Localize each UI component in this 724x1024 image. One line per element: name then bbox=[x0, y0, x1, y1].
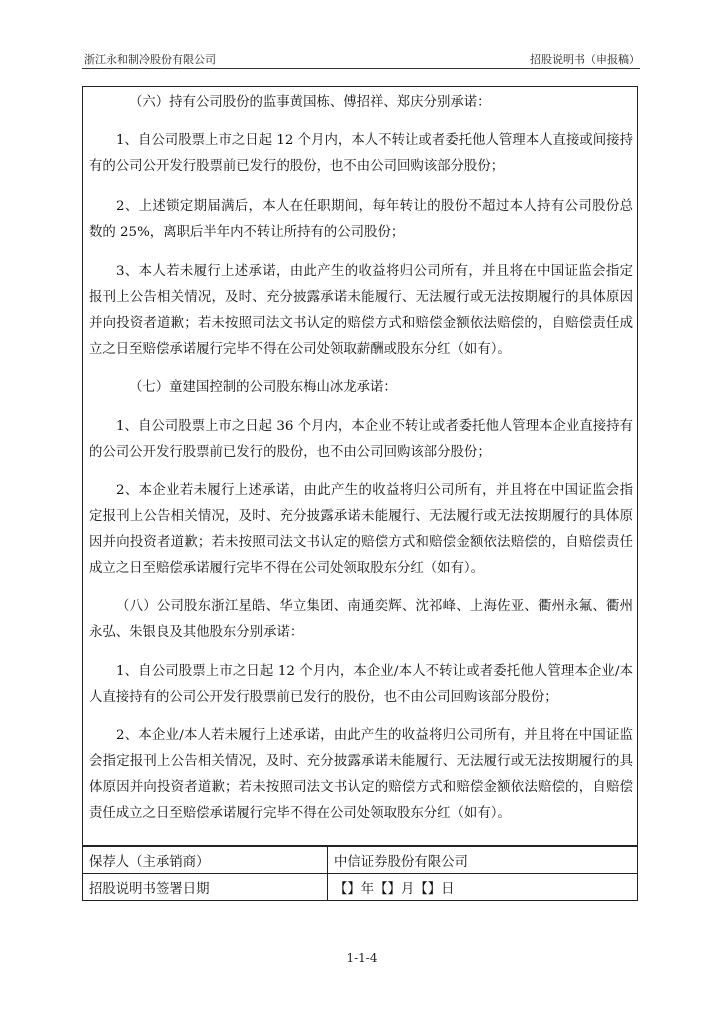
commitment-paragraph: 3、本人若未履行上述承诺，由此产生的收益将归公司所有，并且将在中国证监会指定报刊上公告相关情况，及时、充分披露承诺未能履行、无法履行或无法按期履行的具体原因并向投资者道歉；若未按照司法文书认定的赔偿方式和赔偿金额依法赔偿的，自赔偿责任成立之日至赔偿承诺履行完毕不得在公司处领取薪酬或股东分红（如有）。 bbox=[89, 264, 633, 357]
offering-info-table bbox=[82, 846, 638, 901]
commitment-paragraph: 1、自公司股票上市之日起 12 个月内，本人不转让或者委托他人管理本人直接或间接持有的公司公开发行股票前已发行的股份，也不由公司回购该部分股份； bbox=[89, 133, 633, 174]
table-row bbox=[83, 874, 638, 901]
commitment-paragraph: 2、本企业/本人若未履行上述承诺，由此产生的收益将归公司所有，并且将在中国证监会指定报刊上公告相关情况，及时、充分披露承诺未能履行、无法履行或无法按期履行的具体原因并向投资者道歉；若未按照司法文书认定的赔偿方式和赔偿金额依法赔偿的，自赔偿责任成立之日至赔偿承诺履行完毕不得在公司处领取股东分红（如有）。 bbox=[89, 728, 633, 821]
page-number: 1-1-4 bbox=[346, 951, 378, 965]
header-divider bbox=[82, 68, 640, 69]
signing-date-value: 【】年【】月【】日 bbox=[328, 874, 638, 901]
commitment-paragraph: 2、上述锁定期届满后，本人在任职期间，每年转让的股份不超过本人持有公司股份总数的 25%，离职后半年内不转让所持有的公司股份； bbox=[89, 199, 633, 240]
commitment-paragraph: 1、自公司股票上市之日起 12 个月内，本企业/本人不转让或者委托他人管理本企业/本人直接持有的公司公开发行股票前已发行的股份，也不由公司回购该部分股份； bbox=[89, 664, 633, 705]
commitment-paragraph: 2、本企业若未履行上述承诺，由此产生的收益将归公司所有，并且将在中国证监会指定报刊上公告相关情况，及时、充分披露承诺未能履行、无法履行或无法按期履行的具体原因并向投资者道歉；若未按照司法文书认定的赔偿方式和赔偿金额依法赔偿的，自赔偿责任成立之日至赔偿承诺履行完毕不得在公司处领取股东分红（如有）。 bbox=[89, 483, 633, 576]
page-header bbox=[82, 49, 640, 67]
signing-date-label: 招股说明书签署日期 bbox=[83, 874, 328, 901]
sponsor-label: 保荐人（主承销商） bbox=[83, 847, 328, 874]
table-row bbox=[83, 847, 638, 874]
document-type: 招股说明书（申报稿） bbox=[530, 53, 640, 66]
section-heading-eight: （八）公司股东浙江星皓、华立集团、南通奕辉、沈祁峰、上海佐亚、衢州永氟、衢州永弘、朱银良及其他股东分别承诺： bbox=[89, 599, 633, 640]
section-heading-six: （六）持有公司股份的监事黄国栋、傅招祥、郑庆分别承诺： bbox=[129, 95, 491, 110]
company-name: 浙江永和制冷股份有限公司 bbox=[84, 53, 216, 66]
commitment-paragraph: 1、自公司股票上市之日起 36 个月内，本企业不转让或者委托他人管理本企业直接持有的公司公开发行股票前已发行的股份，也不由公司回购该部分股份； bbox=[89, 419, 633, 460]
commitments-box bbox=[82, 86, 638, 846]
sponsor-value: 中信证券股份有限公司 bbox=[328, 847, 638, 874]
section-heading-seven: （七）童建国控制的公司股东梅山冰龙承诺： bbox=[129, 380, 397, 395]
